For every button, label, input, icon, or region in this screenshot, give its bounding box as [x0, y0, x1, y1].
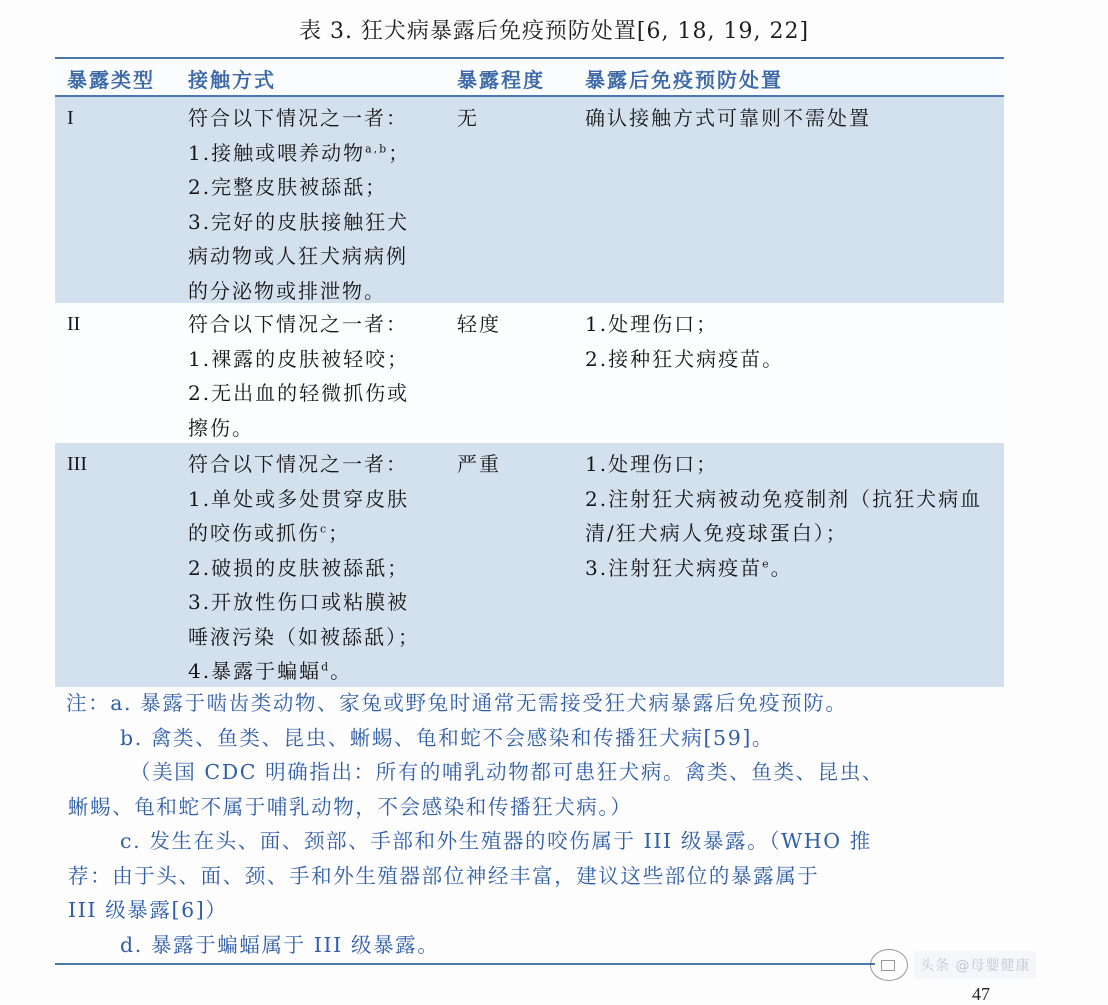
punct: 。 — [770, 555, 793, 580]
watermark-text: 头条 @母婴健康 — [914, 951, 1036, 979]
header-contact-method: 接触方式 — [188, 68, 276, 92]
treatment-line — [585, 551, 1005, 586]
page-number: 47 — [972, 984, 990, 1004]
treatment-line: 1.处理伤口； — [585, 452, 719, 476]
contact-line: 2.破损的皮肤被舔舐； — [188, 555, 410, 580]
contact-line-text: 的咬伤或抓伤 — [188, 521, 320, 545]
contact-line: 2.完整皮肤被舔舐； — [188, 175, 388, 199]
contact-line — [188, 654, 448, 689]
table-header — [55, 57, 1004, 97]
treatment-line: 清/狂犬病人免疫球蛋白）； — [585, 521, 848, 545]
bottom-rule — [55, 963, 875, 965]
treatment-line-text: 3.注射狂犬病疫苗 — [585, 555, 763, 580]
note-d: d. 暴露于蝙蝠属于 III 级暴露。 — [120, 932, 440, 957]
contact-line-text: 4.暴露于蝙蝠 — [188, 659, 322, 683]
treatment-cell — [585, 307, 1005, 376]
contact-line: 3.完好的皮肤接触狂犬 — [188, 209, 410, 234]
treatment-cell — [585, 447, 1005, 585]
watermark-logo-icon — [870, 949, 908, 981]
note-c-who-cont: III 级暴露[6]） — [68, 898, 228, 922]
note-b-cdc-cont: 蜥蜴、龟和蛇不属于哺乳动物，不会感染和传播狂犬病。） — [68, 794, 633, 819]
treatment-cell — [585, 101, 1005, 136]
exposure-degree-cell: 严重 — [457, 452, 501, 476]
treatment-line: 2.接种狂犬病疫苗。 — [585, 346, 785, 371]
treatment-line: 2.注射狂犬病被动免疫制剂（抗狂犬病血 — [585, 486, 983, 511]
contact-line — [188, 516, 448, 551]
table-row-type-i — [55, 97, 1004, 303]
contact-method-cell — [188, 447, 448, 689]
contact-method-cell — [188, 307, 448, 445]
table-row-type-iii — [55, 443, 1004, 687]
contact-line — [188, 136, 448, 171]
contact-line: 的分泌物或排泄物。 — [188, 278, 386, 303]
exposure-type-cell: II — [67, 313, 81, 335]
contact-line: 符合以下情况之一者： — [188, 106, 408, 130]
watermark — [870, 945, 1100, 985]
contact-line: 1.单处或多处贯穿皮肤 — [188, 486, 410, 511]
note-b: b. 禽类、鱼类、昆虫、蜥蜴、龟和蛇不会感染和传播狂犬病[59]。 — [120, 725, 775, 750]
punct: 。 — [330, 659, 353, 683]
treatment-line: 确认接触方式可靠则不需处置 — [585, 106, 871, 130]
exposure-type-cell: I — [67, 107, 74, 129]
note-a: 注：a. 暴露于啮齿类动物、家兔或野兔时通常无需接受狂犬病暴露后免疫预防。 — [66, 691, 848, 715]
contact-line: 擦伤。 — [188, 415, 254, 440]
punct: ； — [388, 140, 411, 165]
note-b-cdc: （美国 CDC 明确指出：所有的哺乳动物都可患狂犬病。禽类、鱼类、昆虫、 — [130, 760, 884, 784]
contact-line: 2.无出血的轻微抓伤或 — [188, 381, 410, 405]
exposure-degree-cell: 轻度 — [457, 312, 501, 336]
header-post-exposure-treatment: 暴露后免疫预防处置 — [585, 68, 783, 92]
punct: ； — [328, 521, 351, 545]
contact-line: 1.裸露的皮肤被轻咬； — [188, 346, 410, 371]
footnote-ref: e — [762, 556, 771, 570]
contact-line-text: 1.接触或喂养动物 — [188, 140, 366, 165]
footnote-ref: a,b — [365, 141, 389, 155]
contact-line: 3.开放性伤口或粘膜被 — [188, 590, 410, 614]
contact-line: 病动物或人狂犬病病例 — [188, 244, 408, 268]
table-row-type-ii — [55, 303, 1004, 443]
footnote-ref: c — [320, 522, 329, 536]
table-notes — [68, 686, 1008, 962]
note-c: c. 发生在头、面、颈部、手部和外生殖器的咬伤属于 III 级暴露。（WHO 推 — [120, 829, 872, 853]
footnote-ref: d — [321, 660, 331, 674]
table-caption: 表 3. 狂犬病暴露后免疫预防处置[6, 18, 19, 22] — [298, 19, 810, 44]
exposure-type-cell: III — [67, 453, 87, 475]
contact-method-cell — [188, 101, 448, 308]
contact-line: 唾液污染（如被舔舐）； — [188, 624, 420, 649]
header-exposure-degree: 暴露程度 — [457, 68, 545, 92]
note-c-who: 荐：由于头、面、颈、手和外生殖器部位神经丰富，建议这些部位的暴露属于 — [68, 863, 820, 888]
exposure-table — [55, 57, 1004, 687]
contact-line: 符合以下情况之一者： — [188, 312, 408, 336]
treatment-line: 1.处理伤口； — [585, 312, 719, 336]
contact-line: 符合以下情况之一者： — [188, 452, 408, 476]
header-exposure-type: 暴露类型 — [67, 68, 155, 92]
exposure-degree-cell: 无 — [457, 106, 479, 130]
